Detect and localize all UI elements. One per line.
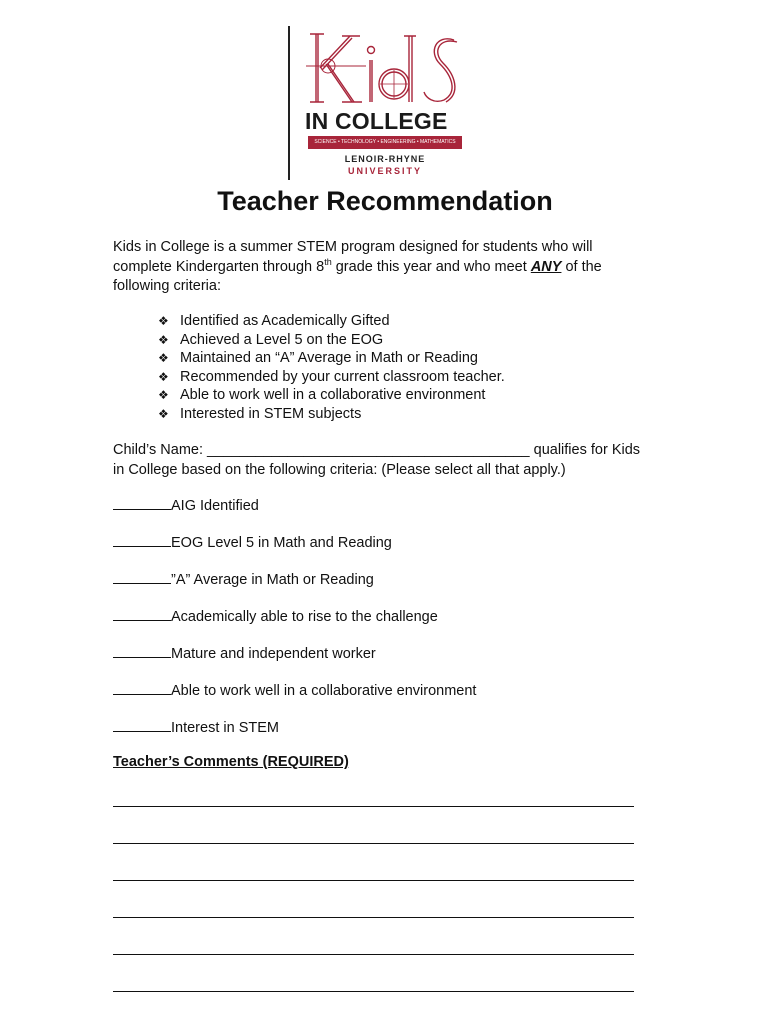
checklist-label: Academically able to rise to the challenge (171, 609, 438, 625)
child-name-after-text: qualifies for Kids in College based on the following criteria: (Please select all that apply.) (113, 442, 641, 478)
diamond-bullet-icon: ❖ (158, 406, 169, 421)
checklist-item (113, 496, 476, 533)
check-blank-field[interactable] (113, 718, 171, 732)
check-blank-field[interactable] (113, 533, 171, 547)
check-blank-field[interactable] (113, 607, 171, 621)
diamond-bullet-icon: ❖ (158, 314, 169, 328)
logo-university-word: UNIVERSITY (347, 166, 422, 176)
comment-line[interactable] (113, 991, 634, 992)
check-blank-field[interactable] (113, 496, 171, 510)
checklist-label: ”A” Average in Math or Reading (171, 572, 374, 588)
diamond-bullet-icon: ❖ (158, 369, 169, 384)
criteria-item: ❖ Able to work well in a collaborative environment (158, 387, 486, 403)
checklist-item (113, 533, 476, 570)
checklist-label: Mature and independent worker (171, 646, 376, 662)
checklist-label: EOG Level 5 in Math and Reading (171, 535, 392, 551)
criteria-item: ❖ Maintained an “A” Average in Math or Reading (158, 350, 478, 366)
child-name-statement (113, 441, 643, 480)
comment-line[interactable] (113, 880, 634, 881)
criteria-list (158, 312, 505, 423)
logo-tagline: SCIENCE • TECHNOLOGY • ENGINEERING • MATHEMATICS (308, 136, 462, 149)
intro-text-1: Kids in College is a summer STEM program designed for students who will complete Kindergarten through 8 (113, 239, 593, 275)
intro-superscript: th (324, 256, 332, 267)
checklist-item (113, 644, 476, 681)
criteria-item: ❖ Achieved a Level 5 on the EOG (158, 331, 384, 348)
page-title: Teacher Recommendation (217, 186, 553, 216)
checklist-item (113, 570, 476, 607)
kids-wordmark-icon (306, 30, 466, 106)
comment-line[interactable] (113, 806, 634, 807)
intro-emphasis: ANY (530, 258, 562, 275)
comment-line[interactable] (113, 954, 634, 955)
kids-in-college-logo (288, 26, 478, 182)
checklist-item (113, 607, 476, 644)
intro-text-3: of the following criteria: (113, 258, 602, 294)
intro-paragraph (113, 238, 643, 297)
criteria-checklist (113, 496, 476, 755)
check-blank-field[interactable] (113, 681, 171, 695)
diamond-bullet-icon: ❖ (158, 351, 169, 365)
comment-line[interactable] (113, 917, 634, 918)
check-blank-field[interactable] (113, 644, 171, 658)
criteria-item: ❖ Identified as Academically Gifted (158, 313, 390, 329)
logo-divider (288, 26, 290, 180)
checklist-item (113, 718, 476, 755)
intro-text-2: grade this year and who meet (331, 258, 531, 275)
check-blank-field[interactable] (113, 570, 171, 584)
child-name-label: Child’s Name: (113, 442, 208, 458)
criteria-item: ❖ Interested in STEM subjects (158, 405, 362, 422)
diamond-bullet-icon: ❖ (158, 388, 169, 402)
child-name-field[interactable]: ________________________________________ (207, 442, 530, 458)
comments-heading: Teacher’s Comments (REQUIRED) (113, 754, 349, 770)
criteria-item: ❖ Recommended by your current classroom teacher. (158, 368, 505, 385)
comment-line[interactable] (113, 843, 634, 844)
checklist-label: Interest in STEM (171, 720, 279, 736)
diamond-bullet-icon: ❖ (158, 332, 169, 347)
checklist-label: Able to work well in a collaborative environment (171, 683, 477, 699)
logo-university-name: LENOIR-RHYNE (344, 154, 426, 164)
checklist-item (113, 681, 476, 718)
checklist-label: AIG Identified (171, 498, 259, 514)
logo-in-college-text: IN COLLEGE (305, 108, 448, 134)
